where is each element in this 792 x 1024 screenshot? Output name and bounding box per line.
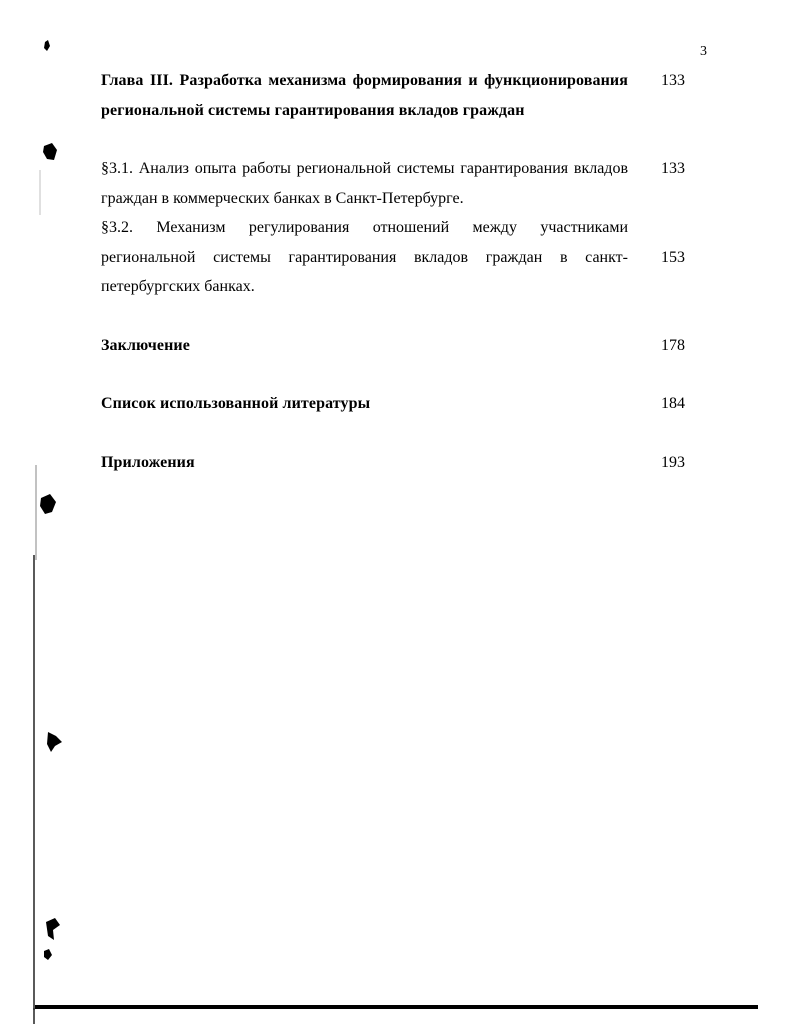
punch-mark bbox=[44, 40, 50, 51]
toc-entry-page: 133 bbox=[661, 72, 685, 89]
toc-entry-title: Приложения bbox=[101, 453, 195, 471]
page-number: 3 bbox=[700, 44, 707, 59]
toc-entry-title: §3.2. Механизм регулирования отношений между участниками региональной системы гарантирования вкладов граждан в санкт-петербургских банках. bbox=[101, 219, 628, 295]
punch-mark bbox=[46, 918, 60, 940]
toc-entry-section-3-2 bbox=[101, 213, 685, 302]
toc-entry-title: Заключение bbox=[101, 336, 190, 354]
bottom-rule bbox=[35, 1005, 758, 1009]
toc-entry-title: Список использованной литературы bbox=[101, 395, 371, 412]
punch-mark bbox=[43, 143, 57, 160]
punch-mark bbox=[47, 732, 62, 752]
toc-entry-page: 133 bbox=[661, 160, 685, 177]
toc-entry-page: 184 bbox=[661, 395, 685, 412]
toc-entry-section-3-1 bbox=[101, 154, 685, 213]
toc-entry-appendices bbox=[101, 448, 685, 478]
toc-entry-chapter-3 bbox=[101, 66, 685, 125]
toc-entry-page: 178 bbox=[661, 336, 685, 354]
punch-mark bbox=[44, 949, 52, 960]
toc-entry-title: §3.1. Анализ опыта работы региональной системы гарантирования вкладов граждан в коммерческих банках в Санкт-Петербурге. bbox=[101, 160, 628, 207]
toc-entry-bibliography bbox=[101, 389, 685, 419]
toc-entry-page: 193 bbox=[661, 453, 685, 471]
punch-mark bbox=[40, 494, 56, 514]
toc-entry-title: Глава III. Разработка механизма формирования и функционирования региональной системы гарантирования вкладов граждан bbox=[101, 72, 628, 119]
table-of-contents bbox=[101, 66, 685, 477]
toc-entry-page: 153 bbox=[661, 248, 685, 266]
toc-entry-conclusion bbox=[101, 331, 685, 361]
